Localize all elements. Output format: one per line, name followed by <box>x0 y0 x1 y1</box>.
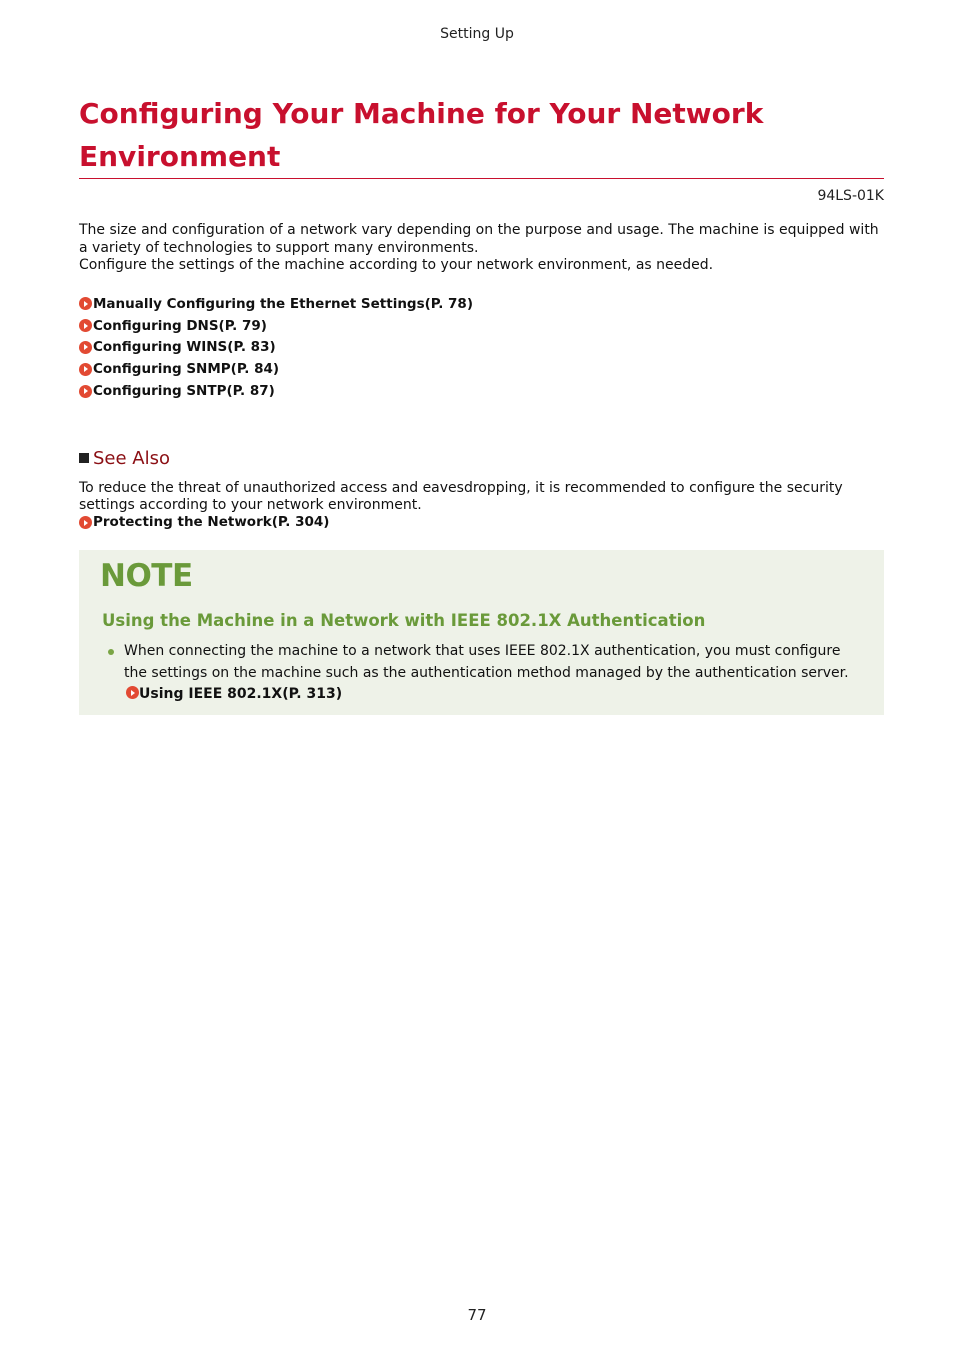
link-snmp[interactable] <box>79 358 473 380</box>
title-divider <box>79 178 884 179</box>
arrow-circle-icon <box>126 686 139 699</box>
link-ethernet-settings[interactable] <box>79 293 473 315</box>
related-links-list <box>79 293 473 402</box>
arrow-circle-icon <box>79 516 92 529</box>
link-label[interactable]: Configuring SNTP(P. 87) <box>93 383 275 400</box>
arrow-circle-icon <box>79 297 92 310</box>
intro-paragraph-1: The size and configuration of a network vary depending on the purpose and usage. The machine is equipped with a variety of technologies to support many environments. <box>79 222 879 256</box>
link-sntp[interactable] <box>79 380 473 402</box>
link-protecting-network[interactable] <box>79 514 884 531</box>
note-bullet-item <box>124 641 864 706</box>
link-ieee-8021x[interactable]: Using IEEE 802.1X(P. 313) <box>139 686 343 702</box>
see-also-section <box>79 480 884 531</box>
arrow-circle-icon <box>79 341 92 354</box>
page-number: 77 <box>467 1306 487 1324</box>
link-label[interactable]: Protecting the Network(P. 304) <box>93 514 330 530</box>
bullet-dot-icon <box>108 649 114 655</box>
link-label[interactable]: Configuring WINS(P. 83) <box>93 339 276 356</box>
link-label[interactable]: Configuring SNMP(P. 84) <box>93 361 280 378</box>
see-also-heading <box>79 448 170 469</box>
arrow-circle-icon <box>79 363 92 376</box>
arrow-circle-icon <box>79 385 92 398</box>
intro-paragraph-2: Configure the settings of the machine according to your network environment, as needed. <box>79 257 714 273</box>
arrow-circle-icon <box>79 319 92 332</box>
note-label: NOTE <box>100 558 193 594</box>
link-dns[interactable] <box>79 315 473 337</box>
running-header: Setting Up <box>440 26 514 42</box>
square-bullet-icon <box>79 453 89 463</box>
note-box <box>79 550 884 715</box>
link-label[interactable]: Manually Configuring the Ethernet Settings(P. 78) <box>93 295 473 312</box>
note-heading: Using the Machine in a Network with IEEE 802.1X Authentication <box>102 611 706 630</box>
document-id: 94LS-01K <box>817 188 884 204</box>
see-also-label: See Also <box>93 448 171 469</box>
link-wins[interactable] <box>79 337 473 359</box>
see-also-text: To reduce the threat of unauthorized access and eavesdropping, it is recommended to configure the security settings according to your network environment. <box>79 480 843 513</box>
page-title: Configuring Your Machine for Your Network Environment <box>79 97 764 173</box>
note-bullet-text: When connecting the machine to a network that uses IEEE 802.1X authentication, you must configure the settings on the machine such as the authentication method managed by the authentication server. <box>124 643 849 681</box>
intro-text <box>79 222 884 275</box>
link-label[interactable]: Configuring DNS(P. 79) <box>93 317 267 334</box>
